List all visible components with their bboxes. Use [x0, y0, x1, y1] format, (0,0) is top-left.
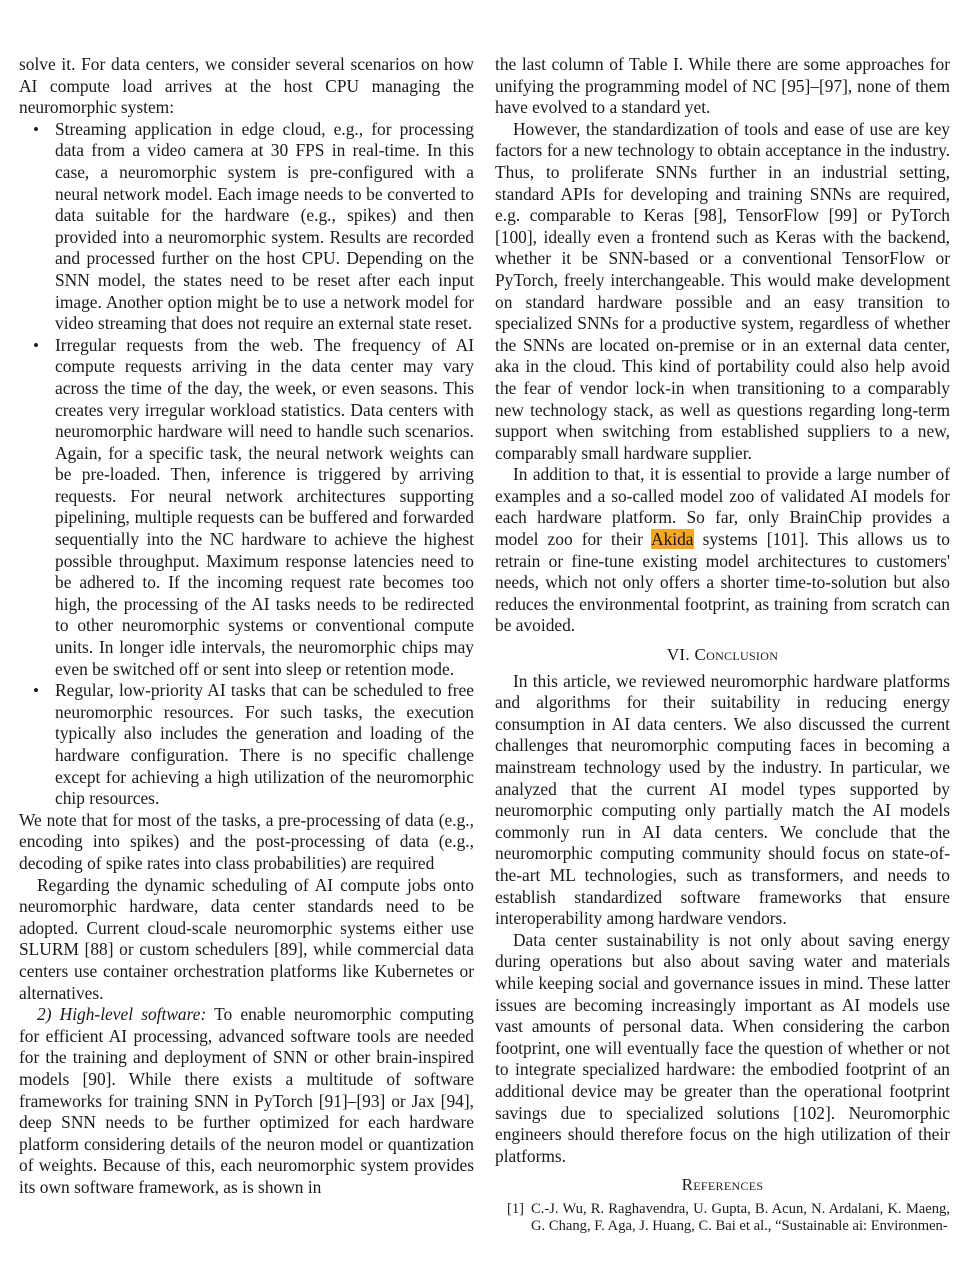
left-column — [19, 54, 474, 1198]
section-heading-conclusion: VI. Conclusion — [666, 645, 779, 665]
list-item: • Streaming application in edge cloud, e.g., for processing data from a video camera at 30 FPS in real-time. In this case, a neuromorphic system is pre-configured with a neural network model. Each image needs to be converted to data suitable for the hardware (e.g., spikes) and then provided into a neuromorphic system. Results are recorded and processed further on the host CPU. Depending on the SNN model, the states need to be reset after each input image. Another option might be to use a network model for video streaming that does not require an external state reset. — [33, 118, 474, 334]
bullet-icon: • — [33, 119, 39, 139]
reference-item: [1] C.-J. Wu, R. Raghavendra, U. Gupta, B. Acun, N. Ardalani, K. Maeng, G. Chang, F. Aga, J. Huang, C. Bai et al., “Sustainable ai: Environmen- — [507, 1200, 950, 1234]
subsection-title: 2) High-level software: — [37, 1004, 207, 1025]
note-paragraph: We note that for most of the tasks, a pre-processing of data (e.g., encoding into spikes) and the post-processing of data (e.g., decoding of spike rates into class probabilities) are required — [19, 809, 474, 873]
high-level-software-paragraph: 2) High-level software: To enable neuromorphic computing for efficient AI processing, advanced software tools are needed for the training and deployment of SNN or other brain-inspired models [90]. While there exists a multitude of software frameworks for training SNN in PyTorch [91]–[93] or Jax [94], deep SNN needs to be further optimized for each hardware platform considering details of the neuron model or quantization of weights. Because of this, each neuromorphic system provides its own software framework, as is shown in — [19, 1004, 474, 1197]
bullet-icon: • — [33, 335, 39, 355]
list-item: • Regular, low-priority AI tasks that can be scheduled to free neuromorphic resources. For such tasks, the execution typically also includes the generation and loading of the hardware configuration. There is no specific challenge except for achieving a high utilization of the neuromorphic chip resources. — [33, 680, 474, 809]
section-heading-references: References — [681, 1175, 764, 1195]
paragraph: In addition to that, it is essential to provide a large number of examples and a so-called model zoo of validated AI models for each hardware platform. So far, only BrainChip provides a model zoo for their Akida systems [101]. This allows us to retrain or fine-tune existing model architectures to customers' needs, which not only offers a shorter time-to-solution but also reduces the environmental footprint, as training from scratch can be avoided. — [495, 464, 950, 636]
paragraph: the last column of Table I. While there are some approaches for unifying the programming model of NC [95]–[97], none of them have evolved to a standard yet. — [495, 54, 950, 118]
conclusion-paragraph: Data center sustainability is not only about saving energy during operations but also about saving water and materials while keeping social and governance issues in mind. These latter issues are becoming increasingly important as AI models use vast amounts of personal data. When considering the carbon footprint, one will eventually face the question of whether or not to integrate specialized hardware: the embodied footprint of an additional device may be greater than the operational footprint savings due to specialized solutions [102]. Neuromorphic engineers should therefore focus on the high utilization of their platforms. — [495, 929, 950, 1166]
list-item: • Irregular requests from the web. The frequency of AI compute requests arriving in the data center may vary across the time of the day, the week, or even seasons. This creates very irregular workload statistics. Data centers with neuromorphic hardware will need to handle such scenarios. Again, for a specific task, the neural network weights can be pre-loaded. Then, inference is triggered by arriving requests. For neural network architectures supporting pipelining, multiple requests can be buffered and forwarded sequentially into the NC hardware to achieve the highest possible throughput. Maximum response latencies need to be adhered to. If the incoming request rate becomes too high, the processing of the AI tasks needs to be redirected to other neuromorphic systems or conventional compute units. In longer idle intervals, the neuromorphic chips may even be switched off or sent into sleep or retention mode. — [33, 334, 474, 679]
highlighted-term: Akida — [651, 529, 694, 550]
scenario-list — [19, 119, 474, 810]
scheduling-paragraph: Regarding the dynamic scheduling of AI compute jobs onto neuromorphic hardware, data center standards need to be adopted. Current cloud-scale neuromorphic systems either use SLURM [88] or custom schedulers [89], while commercial data centers use container orchestration platforms like Kubernetes or alternatives. — [19, 874, 474, 1003]
paragraph: However, the standardization of tools and ease of use are key factors for a new technology to obtain acceptance in the industry. Thus, to proliferate SNNs further in an industrial setting, standard APIs for developing and training SNNs are required, e.g. comparable to Keras [98], TensorFlow [99] or PyTorch [100], ideally even a frontend such as Keras with the backend, whether it be SNN-based or a conventional TensorFlow or PyTorch, freely interchangeable. This would make development on standard hardware possible and an easy transition to specialized SNNs for a productive system, regardless of whether the SNNs are located on-premise or in an external data center, aka in the cloud. This kind of portability could also help avoid the fear of vendor lock-in when transitioning to a comparably new technology stack, as well as questions regarding long-term support when switching from established suppliers to a new, comparably small hardware supplier. — [495, 118, 950, 463]
conclusion-paragraph: In this article, we reviewed neuromorphic hardware platforms and algorithms for their suitability in reducing energy consumption in AI data centers. We also discussed the current challenges that neuromorphic computing faces in becoming a mainstream technology used by the industry. In particular, we analyzed that the current AI model types supported by neuromorphic computing only partially match the AI models commonly run in AI data centers. We conclude that the neuromorphic computing community should focus on state-of-the-art ML technologies, such as transformers, and needs to establish standardized software frameworks that ensure interoperability among hardware vendors. — [495, 670, 950, 929]
intro-paragraph: solve it. For data centers, we consider several scenarios on how AI compute load arrives at the host CPU managing the neuromorphic system: — [19, 54, 474, 118]
bullet-icon: • — [33, 681, 39, 701]
right-column — [495, 54, 950, 1235]
